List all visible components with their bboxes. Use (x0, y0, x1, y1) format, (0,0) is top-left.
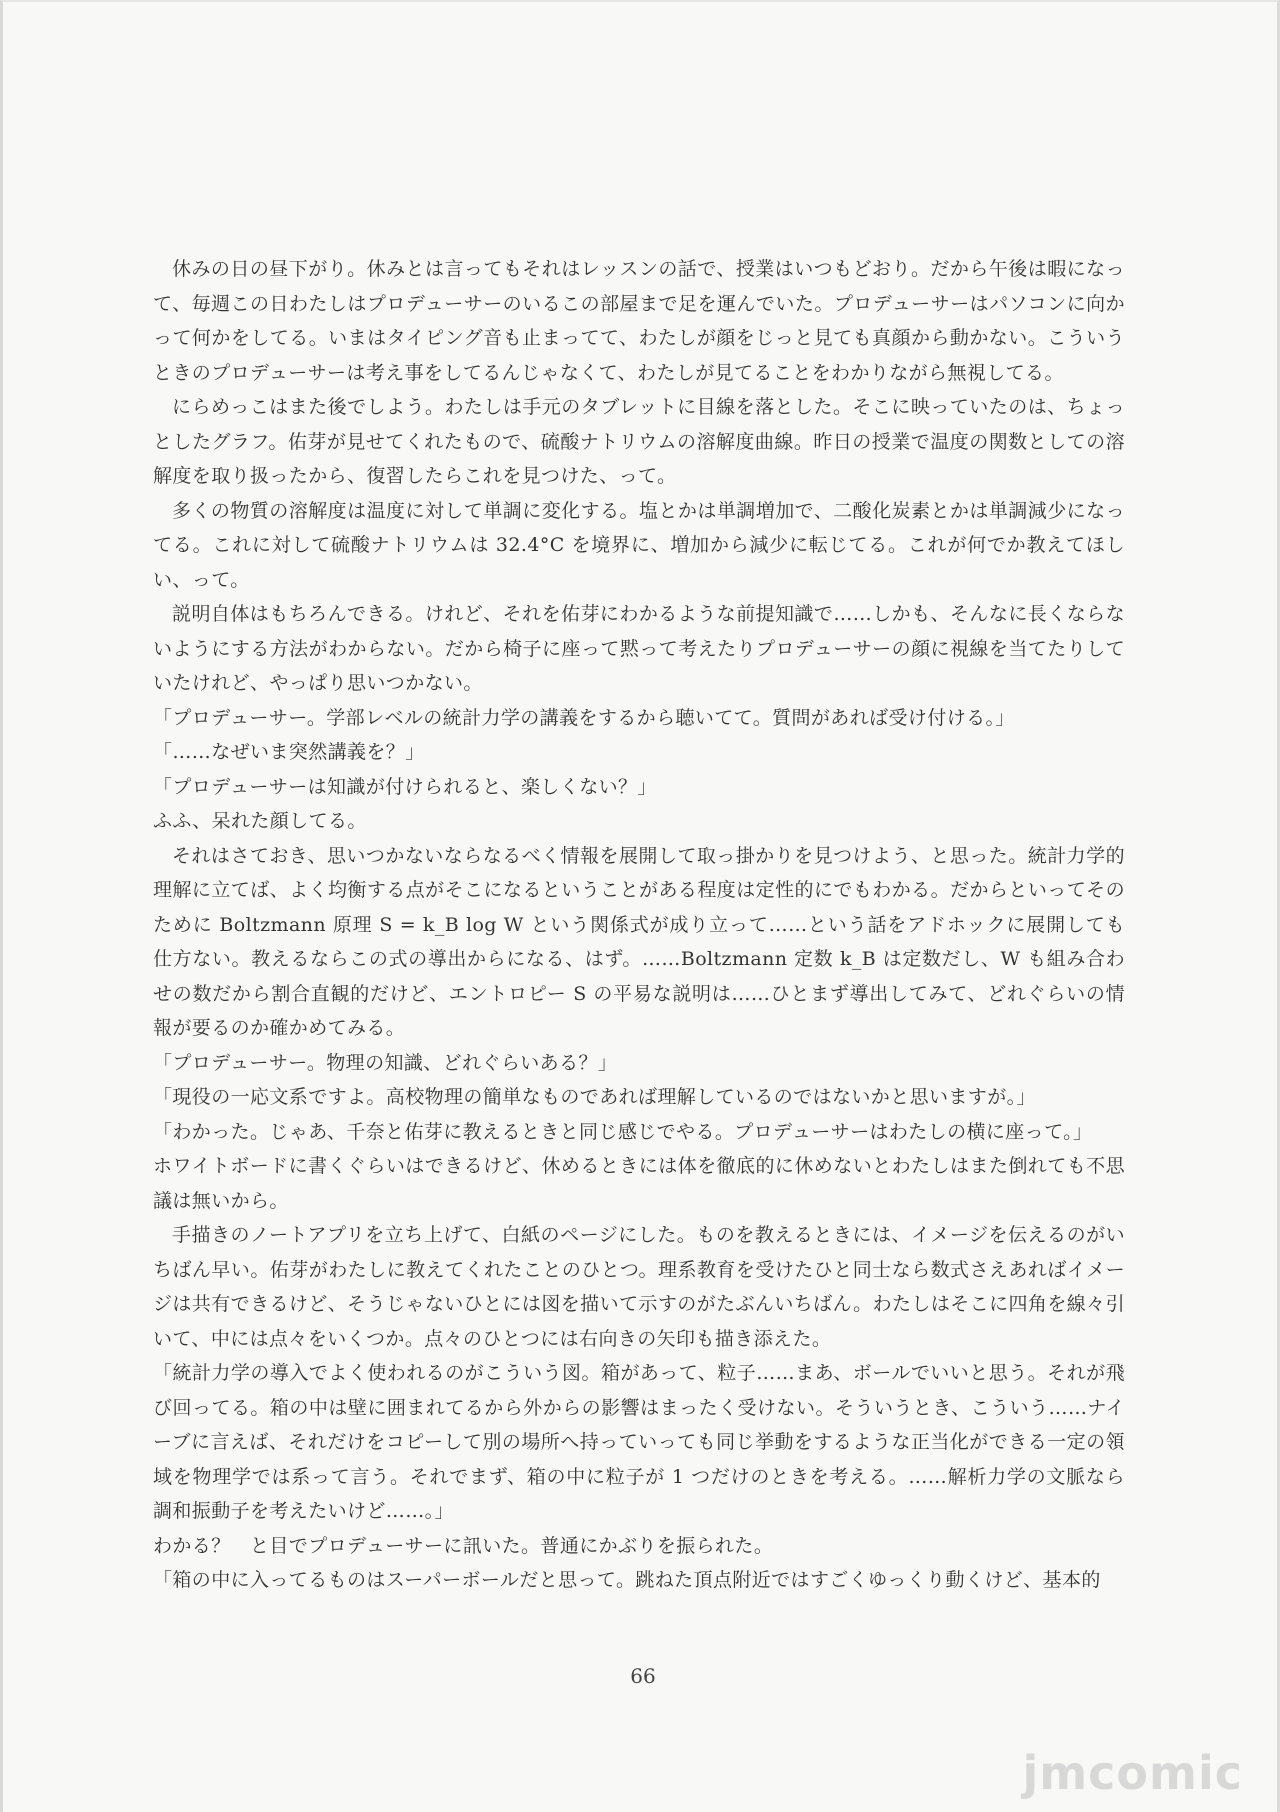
paragraph: 「わかった。じゃあ、千奈と佑芽に教えるときと同じ感じでやる。プロデューサーはわたしの横に座って。」 (153, 1120, 1093, 1143)
paragraph: ふふ、呆れた顔してる。 (153, 810, 367, 832)
watermark-logo: jmcomic (1022, 1746, 1243, 1800)
paragraph: 「……なぜいま突然講義を？」 (153, 741, 425, 763)
paragraph: それはさておき、思いつかないならなるべく情報を展開して取っ掛かりを見つけよう、と思った。統計力学的理解に立てば、よく均衡する点がそこになるということがある程度は定性的にでもわかる。だからといってそのために Boltzmann 原理 S = k_B log W という関係式が成り立って……という話をアドホックに展開しても仕方ない。教えるならこの式の導出からになる、はず。……Boltzmann 定数 k_B は定数だし、W も組み合わせの数だから割合直観的だけど、エントロピー S の平易な説明は……ひとまず導出してみて、どれぐらいの情報が要るのか確かめてみる。 (153, 844, 1125, 1039)
paragraph: 「現役の一応文系ですよ。高校物理の簡単なものであれば理解しているのではないかと思いますが。」 (153, 1086, 1036, 1108)
paragraph: 説明自体はもちろんできる。けれど、それを佑芽にわかるような前提知識で……しかも、そんなに長くならないようにする方法がわからない。だから椅子に座って黙って考えたりプロデューサーの顔に視線を当てたりしていたけれど、やっぱり思いつかない。 (153, 603, 1125, 694)
paragraph: ホワイトボードに書くぐらいはできるけど、休めるときには体を徹底的に休めないとわたしはまた倒れても不思議は無いから。 (153, 1155, 1125, 1212)
paragraph: 休みの日の昼下がり。休みとは言ってもそれはレッスンの話で、授業はいつもどおり。だから午後は暇になって、毎週この日わたしはプロデューサーのいるこの部屋まで足を運んでいた。プロデューサーはパソコンに向かって何かをしてる。いまはタイピング音も止まってて、わたしが顔をじっと見ても真顔から動かない。こういうときのプロデューサーは考え事をしてるんじゃなくて、わたしが見てることをわかりながら無視してる。 (153, 258, 1125, 384)
paragraph: 「プロデューサーは知識が付けられると、楽しくない？」 (153, 775, 657, 798)
body-text (153, 252, 1125, 1598)
paragraph: 「プロデューサー。学部レベルの統計力学の講義をするから聴いてて。質問があれば受け付ける。」 (153, 706, 1015, 729)
paragraph: 手描きのノートアプリを立ち上げて、白紙のページにした。ものを教えるときには、イメージを伝えるのがいちばん早い。佑芽がわたしに教えてくれたことのひとつ。理系教育を受けたひと同士なら数式さえあればイメージは共有できるけど、そうじゃないひとには図を描いて示すのがたぶんいちばん。わたしはそこに四角を線々引いて、中には点々をいくつか。点々のひとつには右向きの矢印も描き添えた。 (153, 1224, 1125, 1350)
paragraph: 「統計力学の導入でよく使われるのがこういう図。箱があって、粒子……まあ、ボールでいいと思う。それが飛び回ってる。箱の中は壁に囲まれてるから外からの影響はまったく受けない。そういうとき、こういう……ナイーブに言えば、それだけをコピーして別の場所へ持っていっても同じ挙動をするような正当化ができる一定の領域を物理学では系って言う。それでまず、箱の中に粒子が 1 つだけのときを考える。……解析力学の文脈なら調和振動子を考えたいけど……。」 (153, 1362, 1125, 1522)
paragraph: 多くの物質の溶解度は温度に対して単調に変化する。塩とかは単調増加で、二酸化炭素とかは単調減少になってる。これに対して硫酸ナトリウムは 32.4°C を境界に、増加から減少に転じてる。これが何でか教えてほしい、って。 (153, 499, 1125, 591)
paragraph: にらめっこはまた後でしよう。わたしは手元のタブレットに目線を落とした。そこに映っていたのは、ちょっとしたグラフ。佑芽が見せてくれたもので、硫酸ナトリウムの溶解度曲線。昨日の授業で温度の関数としての溶解度を取り扱ったから、復習したらこれを見つけた、って。 (153, 396, 1125, 487)
page-number: 66 (630, 1664, 656, 1688)
paragraph: わかる？ と目でプロデューサーに訊いた。普通にかぶりを振られた。 (153, 1534, 774, 1557)
paragraph: 「箱の中に入ってるものはスーパーボールだと思って。跳ねた頂点附近ではすごくゆっくり動くけど、基本的 (153, 1569, 1101, 1591)
paragraph: 「プロデューサー。物理の知識、どれぐらいある？」 (153, 1051, 618, 1074)
